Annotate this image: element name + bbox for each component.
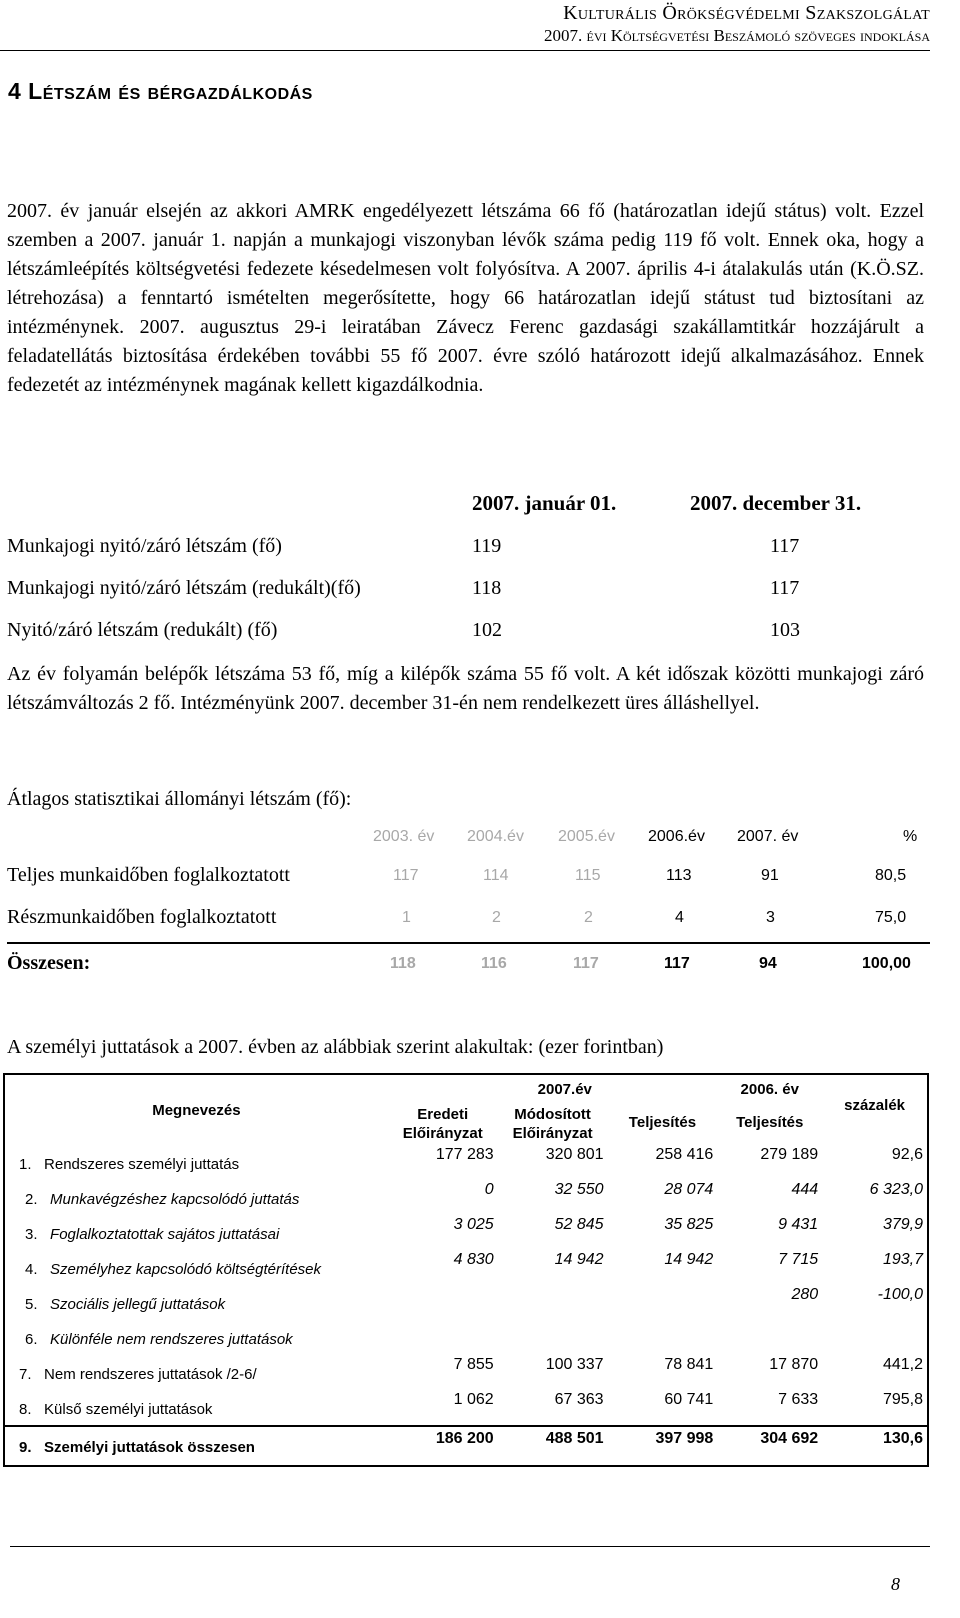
headcount-header-jan: 2007. január 01. (472, 491, 617, 515)
table-row-total: 9. Személyi juttatások összesen 186 200 488 501 397 998 304 692 130,6 (4, 1426, 928, 1466)
year-2006-header: 2006. év (740, 1081, 799, 1098)
table-row: 5. Szociális jellegű juttatások 280 -100,0 (25, 1286, 923, 1313)
headcount-row-jan: 119 (472, 535, 502, 557)
avg-total-cell: 94 (759, 955, 777, 972)
avg-cell: 114 (483, 867, 509, 884)
headcount-row-label: Munkajogi nyitó/záró létszám (fő) (7, 535, 282, 557)
table-row: 4. Személyhez kapcsolódó költségtérítések 4 830 14 942 14 942 7 715 193,7 (25, 1251, 923, 1278)
avg-total-cell: 118 (390, 955, 416, 972)
pct-header: százalék (844, 1097, 906, 1114)
avg-total-cell: 117 (573, 955, 599, 972)
teljesites-2006-header: Teljesítés (736, 1114, 804, 1131)
avg-total-cell: 116 (481, 955, 507, 972)
avg-cell: 2 (584, 909, 593, 926)
headcount-row-jan: 102 (472, 619, 502, 641)
avg-row-label: Teljes munkaidőben foglalkoztatott (7, 864, 290, 886)
avg-header-2004: 2004.év (467, 828, 524, 845)
table-row: 8. Külső személyi juttatások 1 062 67 363 60 741 7 633 795,8 (19, 1391, 923, 1418)
personal-title: A személyi juttatások a 2007. évben az alábbiak szerint alakultak: (ezer forintban) (7, 1036, 664, 1058)
section-title: 4 Létszám és bérgazdálkodás (8, 78, 313, 104)
avg-cell: 113 (666, 867, 692, 884)
table-row: 1. Rendszeres személyi juttatás 177 283 320 801 258 416 279 189 92,6 (19, 1146, 923, 1173)
avg-cell: 115 (575, 867, 601, 884)
avg-cell: 75,0 (875, 909, 907, 926)
modositott-header: Módosított Előirányzat (512, 1106, 593, 1142)
personal-table (3, 1073, 929, 1467)
headcount-row-label: Munkajogi nyitó/záró létszám (redukált)(fő) (7, 577, 361, 599)
avg-cell: 2 (492, 909, 501, 926)
intro-paragraph: 2007. év január elsején az akkori AMRK engedélyezett létszáma 66 fő (határozatlan idejű státus) volt. Ezzel szemben a 2007. január 1. napján a munkajogi viszonyban lévők száma pedig 119 fő volt. Ennek oka, hogy a létszámleépítés költségvetési fedezete késedelmesen volt folyósítva. A 2007. április 4-i átalakulás után (K.Ö.SZ. létrehozása) a fenntartó ismételten megerősítette, hogy 66 határozatlan idejű státust tud biztosítani az intézménynek. 2007. augusztus 29-i leiratában Závecz Ferenc gazdasági szakállamtitkár hozzájárult a feladatellátás biztosítása érdekében további 55 fő 2007. évre szóló határozott idejű alkalmazásához. Ennek fedezetét az intézménynek magának kellett kigazdálkodnia. (7, 200, 924, 396)
eredeti-header: Eredeti Előirányzat (402, 1106, 483, 1142)
headcount-row-jan: 118 (472, 577, 502, 599)
avg-header-2003: 2003. év (373, 828, 435, 845)
teljesites-header: Teljesítés (628, 1114, 697, 1131)
avg-cell: 4 (675, 909, 684, 926)
avg-total-divider (7, 942, 930, 944)
headcount-row-label: Nyitó/záró létszám (redukált) (fő) (7, 619, 278, 641)
avg-header-2006: 2006.év (648, 828, 705, 845)
avg-total-cell: 100,00 (862, 955, 911, 972)
table-row: 6. Különféle nem rendszeres juttatások (25, 1331, 293, 1348)
avg-cell: 80,5 (875, 867, 907, 884)
header-report-title: 2007. évi Költségvetési Beszámoló szöveges indoklása (544, 26, 930, 45)
headcount-row-dec: 103 (770, 619, 800, 641)
avg-cell: 91 (761, 867, 779, 884)
header-institution: Kulturális Örökségvédelmi Szakszolgálat (563, 2, 930, 24)
avg-cell: 117 (393, 867, 419, 884)
avg-header-2007: 2007. év (737, 828, 799, 845)
table-row: 7. Nem rendszeres juttatások /2-6/ 7 855 100 337 78 841 17 870 441,2 (19, 1356, 923, 1383)
headcount-header-dec: 2007. december 31. (690, 491, 862, 515)
headcount-row-dec: 117 (770, 577, 800, 599)
headcount-row-dec: 117 (770, 535, 800, 557)
avg-cell: 1 (402, 909, 411, 926)
year-2007-header: 2007.év (537, 1081, 592, 1098)
col-name-header: Megnevezés (152, 1102, 241, 1119)
avg-header-pct: % (903, 828, 918, 845)
page-number: 8 (891, 1574, 900, 1594)
avg-cell: 3 (766, 909, 775, 926)
table-row: 3. Foglalkoztatottak sajátos juttatásai 3 025 52 845 35 825 9 431 379,9 (25, 1216, 923, 1243)
avg-header-2005: 2005.év (558, 828, 615, 845)
table-row: 2. Munkavégzéshez kapcsolódó juttatás 0 32 550 28 074 444 6 323,0 (25, 1181, 923, 1208)
avg-total-label: Összesen: (7, 952, 91, 974)
avg-row-label: Részmunkaidőben foglalkoztatott (7, 906, 277, 928)
header-divider (0, 50, 930, 51)
avg-total-cell: 117 (664, 955, 690, 972)
footer-divider (10, 1546, 930, 1547)
change-paragraph: Az év folyamán belépők létszáma 53 fő, míg a kilépők száma 55 fő volt. A két időszak közötti munkajogi záró létszámváltozás 2 fő. Intézményünk 2007. december 31-én nem rendelkezett üres álláshellyel. (7, 663, 924, 714)
avg-headcount-title: Átlagos statisztikai állományi létszám (fő): (7, 788, 352, 810)
